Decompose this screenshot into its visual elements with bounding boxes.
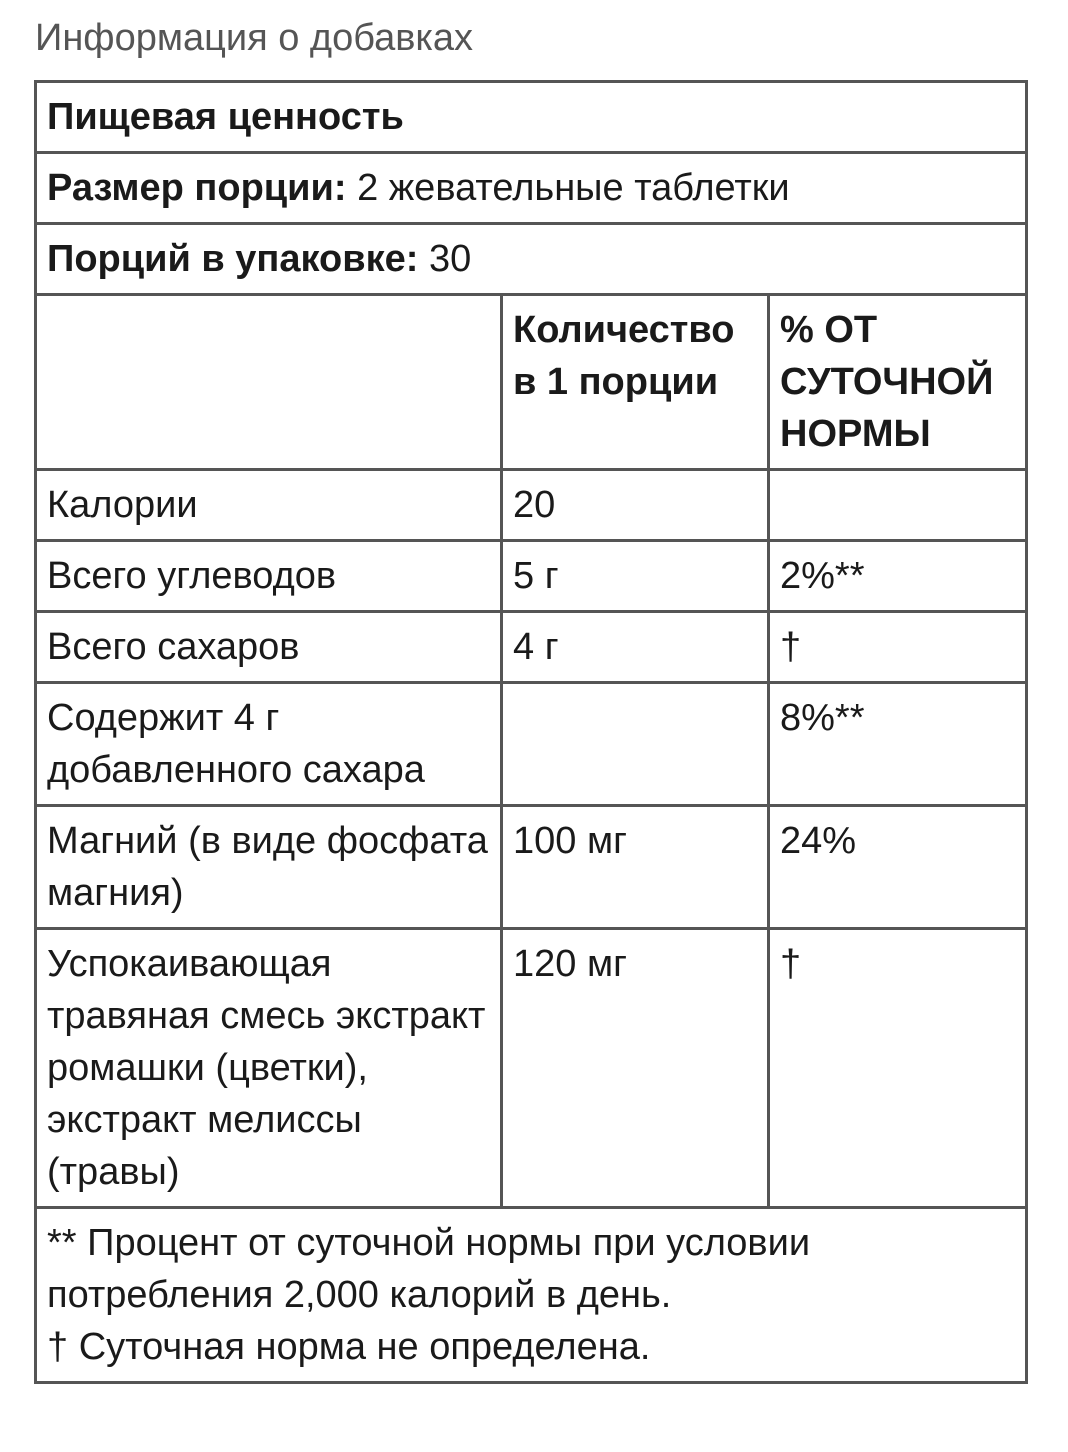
nutrient-amount: 120 мг (502, 929, 769, 1208)
nutrient-name: Всего углеводов (36, 541, 502, 612)
column-header-name (36, 295, 502, 470)
nutrient-daily-value: 2%** (769, 541, 1027, 612)
nutrient-daily-value (769, 470, 1027, 541)
nutrient-name: Магний (в виде фосфата магния) (36, 806, 502, 929)
footnote-not-established: † Суточная норма не определена. (47, 1326, 651, 1368)
serving-size-label: Размер порции: (47, 167, 347, 209)
nutrient-daily-value: 24% (769, 806, 1027, 929)
supplement-facts-table (34, 80, 1028, 1384)
servings-value: 30 (418, 238, 472, 280)
table-row (36, 683, 1027, 806)
footnote-row (36, 1208, 1027, 1383)
table-row (36, 929, 1027, 1208)
serving-size-cell (36, 153, 1027, 224)
column-header-row (36, 295, 1027, 470)
nutrient-name: Успокаивающая травяная смесь экстракт ромашки (цветки), экстракт мелиссы (травы) (36, 929, 502, 1208)
nutrient-amount: 5 г (502, 541, 769, 612)
serving-size-row (36, 153, 1027, 224)
nutrient-daily-value: 8%** (769, 683, 1027, 806)
table-row (36, 806, 1027, 929)
nutrient-amount: 4 г (502, 612, 769, 683)
nutrient-daily-value: † (769, 612, 1027, 683)
section-heading: Информация о добавках (35, 17, 474, 59)
servings-cell (36, 224, 1027, 295)
footnotes-cell (36, 1208, 1027, 1383)
table-row (36, 612, 1027, 683)
nutrient-amount: 100 мг (502, 806, 769, 929)
nutrient-name: Всего сахаров (36, 612, 502, 683)
table-row (36, 470, 1027, 541)
servings-label: Порций в упаковке: (47, 238, 419, 280)
nutrient-amount: 20 (502, 470, 769, 541)
column-header-amount: Количество в 1 порции (502, 295, 769, 470)
footnote-daily-value: ** Процент от суточной нормы при условии потребления 2,000 калорий в день. (47, 1222, 811, 1316)
table-row (36, 541, 1027, 612)
nutrient-name: Содержит 4 г добавленного сахара (36, 683, 502, 806)
column-header-daily-value: % ОТ СУТОЧНОЙ НОРМЫ (769, 295, 1027, 470)
serving-size-value: 2 жевательные таблетки (346, 167, 790, 209)
nutrient-name: Калории (36, 470, 502, 541)
nutrient-daily-value: † (769, 929, 1027, 1208)
nutrient-amount (502, 683, 769, 806)
title-row (36, 82, 1027, 153)
facts-title: Пищевая ценность (36, 82, 1027, 153)
servings-row (36, 224, 1027, 295)
